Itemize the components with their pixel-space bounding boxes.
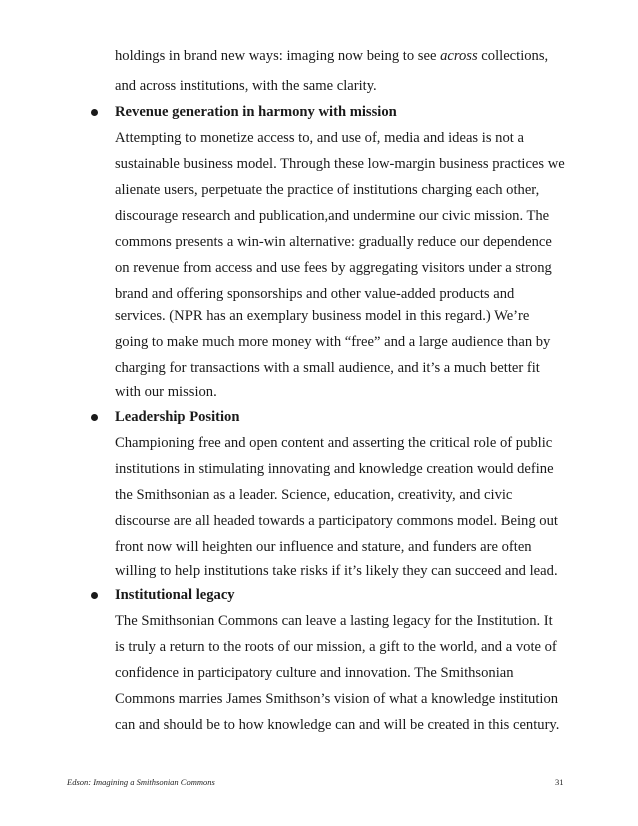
intro-line-1: [115, 47, 548, 65]
body-line: The Smithsonian Commons can leave a lasting legacy for the Institution. It: [115, 613, 553, 629]
body-line: services. (NPR has an exemplary business model in this regard.) We’re: [115, 308, 530, 324]
bullet-icon: [91, 109, 98, 116]
intro-line-1-text: holdings in brand new ways: imaging now being to see: [115, 48, 441, 64]
body-line: willing to help institutions take risks if it’s likely they can succeed and lead.: [115, 563, 558, 579]
body-line: the Smithsonian as a leader. Science, education, creativity, and civic: [115, 487, 513, 503]
section-heading: Revenue generation in harmony with mission: [115, 104, 397, 120]
footer-title: Edson: Imagining a Smithsonian Commons: [67, 777, 215, 787]
body-line: charging for transactions with a small audience, and it’s a much better fit: [115, 360, 540, 376]
body-line: Attempting to monetize access to, and use of, media and ideas is not a: [115, 130, 524, 146]
body-line: Championing free and open content and asserting the critical role of public: [115, 435, 553, 451]
body-line: commons presents a win-win alternative: gradually reduce our dependence: [115, 234, 552, 250]
bullet-icon: [91, 592, 98, 599]
body-line: Commons marries James Smithson’s vision of what a knowledge institution: [115, 691, 559, 707]
body-line: can and should be to how knowledge can and will be created in this century.: [115, 717, 560, 733]
body-line: alienate users, perpetuate the practice of institutions charging each other,: [115, 182, 540, 198]
body-line: going to make much more money with “free” and a large audience than by: [115, 334, 551, 350]
section-heading: Institutional legacy: [115, 587, 235, 603]
bullet-icon: [91, 414, 98, 421]
body-line: discourage research and publication,and undermine our civic mission. The: [115, 208, 550, 224]
body-line: sustainable business model. Through these low-margin business practices we: [115, 156, 565, 172]
body-line: confidence in participatory culture and innovation. The Smithsonian: [115, 665, 514, 681]
body-line: with our mission.: [115, 384, 217, 400]
body-line: on revenue from access and use fees by aggregating visitors under a strong: [115, 260, 552, 276]
intro-line-1-emphasis: across: [440, 48, 478, 64]
body-line: institutions in stimulating innovating and knowledge creation would define: [115, 461, 554, 477]
page-number: 31: [555, 777, 564, 787]
intro-line-2: and across institutions, with the same clarity.: [115, 78, 377, 94]
body-line: discourse are all headed towards a participatory commons model. Being out: [115, 513, 558, 529]
body-line: is truly a return to the roots of our mission, a gift to the world, and a vote of: [115, 639, 557, 655]
intro-line-1-text-end: collections,: [477, 48, 549, 64]
section-heading: Leadership Position: [115, 409, 240, 425]
body-line: front now will heighten our influence and stature, and funders are often: [115, 539, 532, 555]
body-line: brand and offering sponsorships and other value-added products and: [115, 286, 515, 302]
